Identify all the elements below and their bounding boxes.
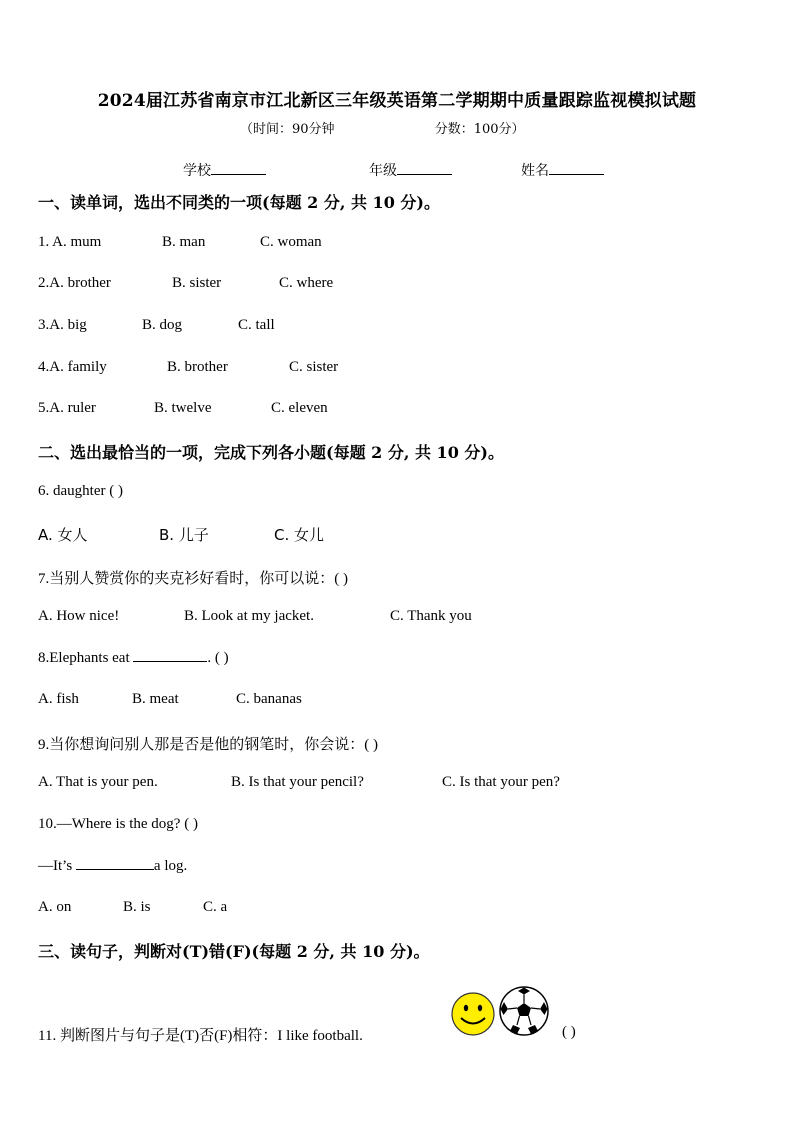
- option-c: C. eleven: [271, 400, 328, 416]
- page-title: 2024届江苏省南京市江北新区三年级英语第二学期期中质量跟踪监视模拟试题: [97, 91, 697, 111]
- option-a: A. 女人: [38, 526, 88, 544]
- option-c: C. a: [203, 899, 228, 915]
- question-2: [38, 275, 333, 292]
- grade-label: 年级: [369, 163, 397, 179]
- name-label: 姓名: [521, 163, 549, 179]
- question-8-options: [38, 691, 302, 708]
- question-10-text-end: a log.: [153, 858, 188, 874]
- option-c: C. Is that your pen?: [442, 774, 560, 790]
- question-7-options: [38, 608, 472, 625]
- question-5: [38, 400, 328, 417]
- answer-paren-11: ( ): [562, 1024, 576, 1040]
- school-blank: [211, 174, 266, 175]
- question-10-text: —It’s: [38, 858, 76, 874]
- option-b: B. Look at my jacket.: [184, 608, 314, 624]
- option-a: 5.A. ruler: [38, 400, 96, 416]
- school-field: [183, 160, 266, 180]
- grade-field: [369, 160, 452, 180]
- school-label: 学校: [183, 163, 211, 179]
- name-blank: [549, 174, 604, 175]
- option-a: 3.A. big: [38, 317, 87, 333]
- question-8-text: 8.Elephants eat: [38, 650, 134, 666]
- question-6-stem: 6. daughter ( ): [38, 483, 123, 499]
- option-b: B. 儿子: [159, 526, 209, 544]
- option-b: B. brother: [167, 359, 228, 375]
- option-c: C. woman: [260, 234, 322, 250]
- option-c: C. where: [279, 275, 334, 291]
- question-3: [38, 317, 275, 334]
- option-a: 1. A. mum: [38, 234, 102, 250]
- question-6-options: [38, 524, 324, 545]
- option-b: B. twelve: [154, 400, 212, 416]
- name-field: [521, 160, 604, 180]
- answer-blank: [76, 869, 154, 870]
- option-c: C. 女儿: [274, 526, 325, 544]
- option-a: A. How nice!: [38, 608, 120, 624]
- soccer-ball-icon: [498, 985, 550, 1037]
- option-b: B. is: [123, 899, 151, 915]
- section-1-heading: 一、读单词，选出不同类的一项(每题 2 分, 共 10 分)。: [38, 193, 440, 212]
- smiley-face-icon: [450, 991, 496, 1037]
- option-c: C. sister: [289, 359, 339, 375]
- time-info: （时间：90分钟: [240, 122, 335, 137]
- option-b: B. man: [162, 234, 206, 250]
- question-10-line2: [38, 858, 187, 875]
- section-2-heading: 二、选出最恰当的一项，完成下列各小题(每题 2 分, 共 10 分)。: [38, 443, 504, 462]
- score-info: 分数：100分）: [434, 122, 525, 137]
- answer-paren: . ( ): [207, 650, 229, 666]
- question-7-stem: 7.当别人赞赏你的夹克衫好看时，你可以说：( ): [38, 571, 348, 587]
- question-4: [38, 359, 338, 376]
- option-b: B. Is that your pencil?: [231, 774, 364, 790]
- option-b: B. meat: [132, 691, 179, 707]
- question-10-stem: 10.—Where is the dog? ( ): [38, 816, 198, 832]
- question-8-stem: [38, 650, 229, 667]
- question-10-options: [38, 899, 227, 916]
- option-a: A. That is your pen.: [38, 774, 158, 790]
- answer-blank: [133, 661, 207, 662]
- option-c: C. Thank you: [390, 608, 472, 624]
- question-9-stem: 9.当你想询问别人那是否是他的钢笔时，你会说：( ): [38, 737, 378, 753]
- option-b: B. sister: [172, 275, 222, 291]
- option-c: C. tall: [238, 317, 275, 333]
- question-11-stem: 11. 判断图片与句子是(T)否(F)相符：I like football.: [38, 1028, 363, 1044]
- option-a: 4.A. family: [38, 359, 107, 375]
- question-1: [38, 234, 322, 251]
- option-c: C. bananas: [236, 691, 302, 707]
- option-b: B. dog: [142, 317, 183, 333]
- question-9-options: [38, 774, 560, 791]
- option-a: A. on: [38, 899, 72, 915]
- exam-meta: [240, 118, 525, 137]
- section-3-heading: 三、读句子，判断对(T)错(F)(每题 2 分, 共 10 分)。: [38, 942, 430, 961]
- grade-blank: [397, 174, 452, 175]
- option-a: A. fish: [38, 691, 79, 707]
- option-a: 2.A. brother: [38, 275, 111, 291]
